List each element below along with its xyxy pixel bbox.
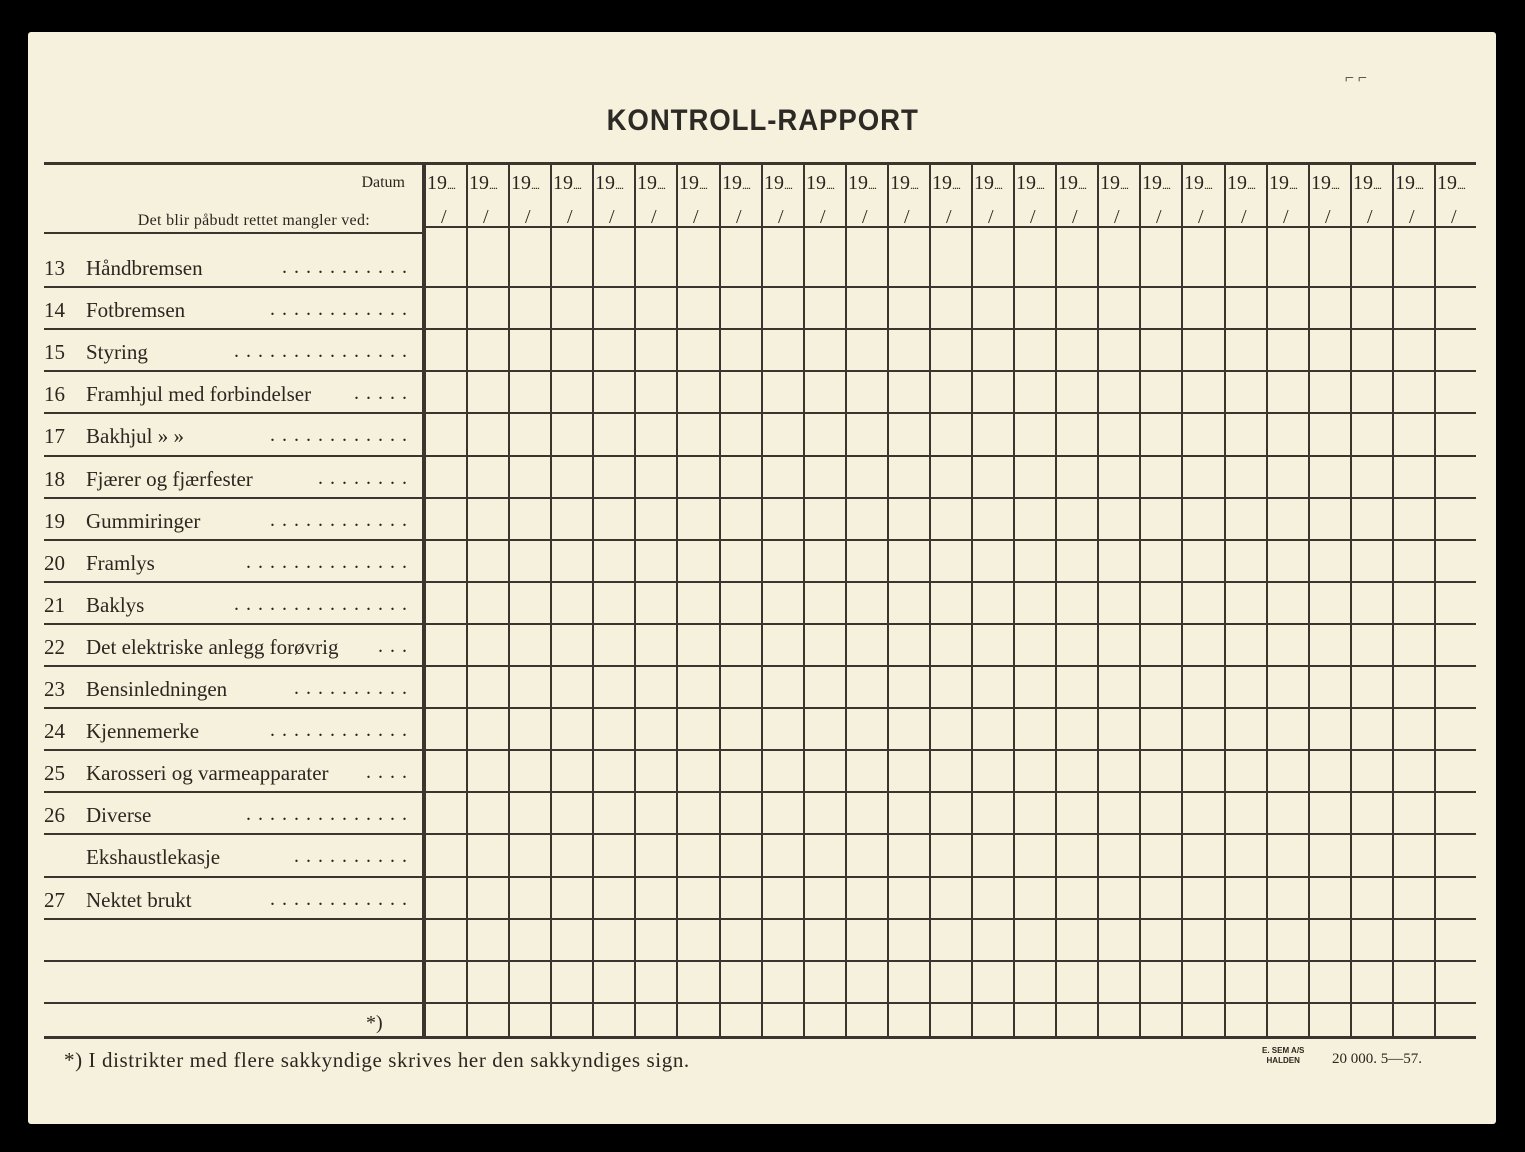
date-slash: / (1198, 206, 1204, 228)
row-number: 16 (44, 382, 65, 406)
date-slash: / (1409, 206, 1415, 228)
date-year-label: 19.... (1353, 172, 1381, 194)
leader-dots: ........... (282, 256, 414, 278)
form-title: KONTROLL-RAPPORT (606, 104, 919, 137)
date-year-label: 19.... (1437, 172, 1465, 194)
grid-row-line (44, 876, 1476, 878)
grid-column-line (466, 162, 468, 1038)
date-slash: / (946, 206, 952, 228)
date-year-label: 19.... (722, 172, 750, 194)
date-slash: / (820, 206, 826, 228)
grid-row-line (44, 791, 1476, 793)
grid-column-line (1392, 162, 1394, 1038)
table-bottom-rule (44, 1036, 1476, 1039)
date-year-label: 19.... (1184, 172, 1212, 194)
row-label: Ekshaustlekasje (86, 845, 221, 869)
grid-row-line (44, 833, 1476, 835)
row-label: Nektet brukt (86, 888, 192, 912)
row-number: 22 (44, 635, 65, 659)
grid-row-line (44, 749, 1476, 751)
row-label: Framlys (86, 551, 155, 575)
grid-column-line (508, 162, 510, 1038)
grid-row-line (44, 539, 1476, 541)
date-slash: / (525, 206, 531, 228)
date-slash: / (1156, 206, 1162, 228)
row-label: Karosseri og varmeapparater (86, 761, 329, 785)
date-year-label: 19.... (1016, 172, 1044, 194)
leader-dots: ............ (270, 424, 414, 446)
defect-row (44, 467, 420, 495)
grid-column-line (887, 162, 889, 1038)
grid-row-line (44, 918, 1476, 920)
row-number: 24 (44, 719, 65, 743)
date-slash: / (988, 206, 994, 228)
row-label: Baklys (86, 593, 145, 617)
row-number: 20 (44, 551, 65, 575)
date-slash: / (651, 206, 657, 228)
grid-column-line (1013, 162, 1015, 1038)
row-label: Bakhjul » » (86, 424, 184, 448)
defect-row (44, 635, 420, 663)
date-year-label: 19.... (848, 172, 876, 194)
date-year-label: 19.... (595, 172, 623, 194)
row-number: 25 (44, 761, 65, 785)
grid-column-line (761, 162, 763, 1038)
date-slash: / (904, 206, 910, 228)
grid-row-line (44, 412, 1476, 414)
date-year-label: 19.... (1395, 172, 1423, 194)
defect-row (44, 256, 420, 284)
grid-column-line (1308, 162, 1310, 1038)
header-datum: Datum (361, 174, 405, 191)
grid-column-line (592, 162, 594, 1038)
header-bottom-rule (44, 232, 422, 234)
row-label: Framhjul med forbindelser (86, 382, 312, 406)
defect-row (44, 677, 420, 705)
date-slash: / (862, 206, 868, 228)
printer-imprint: E. SEM A/S HALDEN (1262, 1046, 1305, 1065)
grid-row-line (44, 497, 1476, 499)
date-year-label: 19.... (890, 172, 918, 194)
date-slash: / (441, 206, 447, 228)
row-number: 23 (44, 677, 65, 701)
row-label: Bensinledningen (86, 677, 228, 701)
date-slash: / (1114, 206, 1120, 228)
row-number: 14 (44, 298, 65, 322)
leader-dots: ............... (234, 340, 414, 362)
grid-row-line (44, 665, 1476, 667)
row-label: Diverse (86, 803, 152, 827)
grid-column-line (1181, 162, 1183, 1038)
row-number: 27 (44, 888, 65, 912)
grid-row-line (44, 581, 1476, 583)
date-year-label: 19.... (679, 172, 707, 194)
defect-row (44, 298, 420, 326)
row-number: 21 (44, 593, 65, 617)
date-slash: / (567, 206, 573, 228)
date-slash: / (1283, 206, 1289, 228)
defect-row (44, 761, 420, 789)
grid-column-line (550, 162, 552, 1038)
date-year-label: 19.... (469, 172, 497, 194)
date-year-label: 19.... (1227, 172, 1255, 194)
date-slash: / (483, 206, 489, 228)
grid-column-line (1097, 162, 1099, 1038)
defect-row (44, 424, 420, 452)
row-number: 26 (44, 803, 65, 827)
grid-row-line (44, 707, 1476, 709)
date-year-label: 19.... (1100, 172, 1128, 194)
table-top-rule (44, 162, 1476, 165)
grid-column-line (1266, 162, 1268, 1038)
grid-row-line (44, 286, 1476, 288)
grid-column-line (1434, 162, 1436, 1038)
row-number: 17 (44, 424, 65, 448)
grid-column-line (676, 162, 678, 1038)
date-year-label: 19.... (1142, 172, 1170, 194)
defect-row (44, 719, 420, 747)
grid-column-line (845, 162, 847, 1038)
date-year-label: 19.... (932, 172, 960, 194)
date-slash: / (693, 206, 699, 228)
leader-dots: .......... (294, 677, 414, 699)
leader-dots: ... (378, 635, 414, 657)
grid-row-line (44, 455, 1476, 457)
row-number: 13 (44, 256, 65, 280)
header-note: Det blir påbudt rettet mangler ved: (137, 212, 370, 229)
grid-row-line (44, 1002, 1476, 1004)
defect-row (44, 888, 420, 916)
grid-column-line (719, 162, 721, 1038)
date-year-label: 19.... (1269, 172, 1297, 194)
grid-row-line (44, 370, 1476, 372)
row-number: 15 (44, 340, 65, 364)
date-slash: / (1325, 206, 1331, 228)
grid-column-line (929, 162, 931, 1038)
defect-row (44, 509, 420, 537)
leader-dots: ..... (354, 382, 414, 404)
defect-row (44, 551, 420, 579)
date-slash: / (1030, 206, 1036, 228)
date-year-label: 19.... (511, 172, 539, 194)
leader-dots: ............ (270, 719, 414, 741)
defect-row (44, 340, 420, 368)
date-year-label: 19.... (637, 172, 665, 194)
grid-column-line (1055, 162, 1057, 1038)
date-slash: / (778, 206, 784, 228)
date-year-label: 19.... (806, 172, 834, 194)
leader-dots: .......... (294, 845, 414, 867)
defect-row (44, 593, 420, 621)
signature-marker: *) (366, 1012, 383, 1034)
row-number: 18 (44, 467, 65, 491)
row-label: Fotbremsen (86, 298, 186, 322)
leader-dots: .............. (246, 551, 414, 573)
date-year-label: 19.... (974, 172, 1002, 194)
row-label: Kjennemerke (86, 719, 200, 743)
date-year-label: 19.... (553, 172, 581, 194)
row-label: Fjærer og fjærfester (86, 467, 253, 491)
leader-dots: ............ (270, 298, 414, 320)
grid-column-line (634, 162, 636, 1038)
date-slash: / (609, 206, 615, 228)
print-run: 20 000. 5—57. (1332, 1051, 1422, 1067)
grid-row-line (44, 328, 1476, 330)
leader-dots: ............ (270, 888, 414, 910)
date-slash: / (1241, 206, 1247, 228)
defect-row (44, 803, 420, 831)
label-column-edge (422, 162, 425, 1038)
defect-row (44, 845, 420, 873)
date-slash: / (736, 206, 742, 228)
date-year-label: 19.... (427, 172, 455, 194)
pencil-mark: ⌐ ⌐ (1345, 70, 1368, 87)
leader-dots: .............. (246, 803, 414, 825)
grid-column-line (971, 162, 973, 1038)
date-slash: / (1072, 206, 1078, 228)
row-number: 19 (44, 509, 65, 533)
defect-row (44, 382, 420, 410)
date-year-label: 19.... (764, 172, 792, 194)
grid-row-line (44, 960, 1476, 962)
leader-dots: ............ (270, 509, 414, 531)
date-slash: / (1367, 206, 1373, 228)
date-year-label: 19.... (1058, 172, 1086, 194)
footnote: *) I distrikter med flere sakkyndige skrives her den sakkyndiges sign. (64, 1048, 690, 1072)
grid-column-line (803, 162, 805, 1038)
grid-column-line (1139, 162, 1141, 1038)
row-label: Gummiringer (86, 509, 201, 533)
row-label: Det elektriske anlegg forøvrig (86, 635, 339, 659)
row-label: Styring (86, 340, 148, 364)
date-year-label: 19.... (1311, 172, 1339, 194)
leader-dots: .... (366, 761, 414, 783)
grid-column-line (1350, 162, 1352, 1038)
grid-row-line (44, 623, 1476, 625)
leader-dots: ............... (234, 593, 414, 615)
leader-dots: ........ (318, 467, 414, 489)
row-label: Håndbremsen (86, 256, 203, 280)
date-slash: / (1451, 206, 1457, 228)
grid-column-line (1224, 162, 1226, 1038)
